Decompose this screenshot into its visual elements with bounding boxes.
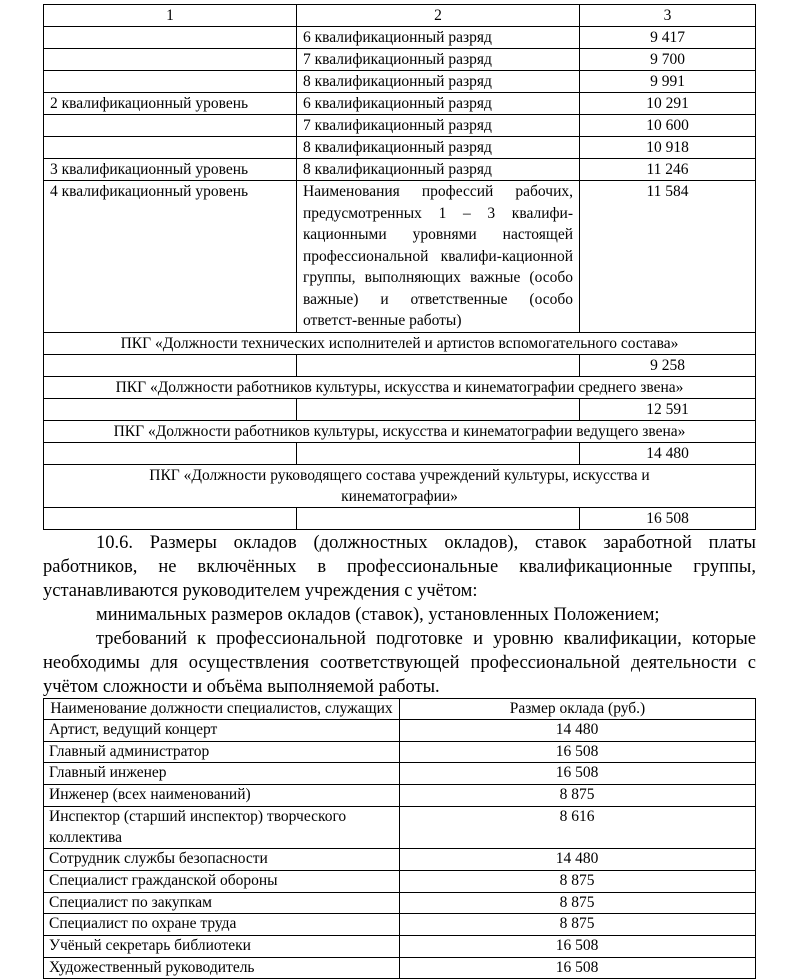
group-salary-row xyxy=(44,442,756,464)
salary-cell: 14 480 xyxy=(580,442,756,464)
salary-section-text xyxy=(43,531,756,699)
table-row xyxy=(44,49,756,71)
position-name-cell: Специалист по охране труда xyxy=(44,914,400,936)
salary-cell: 16 508 xyxy=(580,507,756,529)
position-name-cell: Художественный руководитель xyxy=(44,957,400,979)
table-row xyxy=(44,849,756,871)
position-name-cell: Главный администратор xyxy=(44,741,400,763)
group-title-row xyxy=(44,420,756,442)
empty-cell xyxy=(44,398,297,420)
empty-cell xyxy=(297,507,580,529)
position-name-header: Наименование должности специалистов, служащих xyxy=(44,699,400,720)
grade-cell: 8 квалификационный разряд xyxy=(297,71,580,93)
empty-cell xyxy=(297,354,580,376)
table-row xyxy=(44,806,756,848)
column-number-1: 1 xyxy=(44,5,297,27)
position-name-cell: Артист, ведущий концерт xyxy=(44,720,400,742)
grade-cell: 8 квалификационный разряд xyxy=(297,137,580,159)
table-row xyxy=(44,957,756,979)
salary-cell: 10 291 xyxy=(580,93,756,115)
grade-cell: Наименования профессий рабочих, предусмотренных 1 – 3 квалифи-кационными уровнями настоящей профессиональной квалифи-кационной группы, выполняющих важные (особо важные) и ответственные (особо ответст-венные работы) xyxy=(297,181,580,333)
group-title: ПКГ «Должности технических исполнителей и артистов вспомогательного состава» xyxy=(44,332,756,354)
table-row xyxy=(44,181,756,333)
level-cell xyxy=(44,49,297,71)
table-row xyxy=(44,115,756,137)
position-name-cell: Специалист гражданской обороны xyxy=(44,870,400,892)
grade-cell: 7 квалификационный разряд xyxy=(297,49,580,71)
empty-cell xyxy=(44,507,297,529)
table-row xyxy=(44,71,756,93)
table-row xyxy=(44,720,756,742)
salary-cell: 10 600 xyxy=(580,115,756,137)
salary-cell: 9 417 xyxy=(580,27,756,49)
salary-cell: 9 700 xyxy=(580,49,756,71)
salary-cell: 16 508 xyxy=(400,763,756,785)
group-salary-row xyxy=(44,507,756,529)
table-header-row xyxy=(44,5,756,27)
table-row xyxy=(44,936,756,958)
table-header-row xyxy=(44,699,756,720)
position-name-cell: Сотрудник службы безопасности xyxy=(44,849,400,871)
table-row xyxy=(44,27,756,49)
table-row xyxy=(44,870,756,892)
grade-cell: 8 квалификационный разряд xyxy=(297,159,580,181)
paragraph-minimum-salaries: минимальных размеров окладов (ставок), установленных Положением; xyxy=(96,605,660,625)
group-title-row xyxy=(44,464,756,507)
level-cell: 4 квалификационный уровень xyxy=(44,181,297,333)
salary-cell: 8 875 xyxy=(400,785,756,807)
group-title-row xyxy=(44,376,756,398)
table-row xyxy=(44,93,756,115)
salary-cell: 16 508 xyxy=(400,741,756,763)
salary-cell: 11 246 xyxy=(580,159,756,181)
salary-cell: 9 991 xyxy=(580,71,756,93)
salary-cell: 11 584 xyxy=(580,181,756,333)
grade-cell: 7 квалификационный разряд xyxy=(297,115,580,137)
group-title: ПКГ «Должности работников культуры, искусства и кинематографии среднего звена» xyxy=(44,376,756,398)
salary-cell: 16 508 xyxy=(400,936,756,958)
position-name-cell: Инспектор (старший инспектор) творческого коллектива xyxy=(44,806,400,848)
salary-cell: 8 875 xyxy=(400,870,756,892)
position-name-cell: Специалист по закупкам xyxy=(44,892,400,914)
position-name-cell: Учёный секретарь библиотеки xyxy=(44,936,400,958)
salary-cell: 8 875 xyxy=(400,914,756,936)
group-title: ПКГ «Должности работников культуры, искусства и кинематографии ведущего звена» xyxy=(44,420,756,442)
group-salary-row xyxy=(44,354,756,376)
level-cell xyxy=(44,27,297,49)
salary-cell: 8 616 xyxy=(400,806,756,848)
column-number-3: 3 xyxy=(580,5,756,27)
salary-cell: 14 480 xyxy=(400,720,756,742)
empty-cell xyxy=(44,442,297,464)
table-row xyxy=(44,137,756,159)
table-row xyxy=(44,892,756,914)
salary-cell: 8 875 xyxy=(400,892,756,914)
column-number-2: 2 xyxy=(297,5,580,27)
position-name-cell: Инженер (всех наименований) xyxy=(44,785,400,807)
salary-cell: 14 480 xyxy=(400,849,756,871)
grade-cell: 6 квалификационный разряд xyxy=(297,27,580,49)
empty-cell xyxy=(297,398,580,420)
table-row xyxy=(44,741,756,763)
group-title: ПКГ «Должности руководящего состава учреждений культуры, искусства и кинематографии» xyxy=(44,464,756,507)
qualification-salary-table xyxy=(43,4,756,530)
position-name-cell: Главный инженер xyxy=(44,763,400,785)
empty-cell xyxy=(297,442,580,464)
group-salary-row xyxy=(44,398,756,420)
paragraph-10-6: 10.6. Размеры окладов (должностных окладов), ставок заработной платы работников, не включённых в профессиональные квалификационные группы, устанавливаются руководителем учреждения с учётом: xyxy=(43,533,756,601)
table-row xyxy=(44,159,756,181)
level-cell xyxy=(44,137,297,159)
paragraph-qualification-requirements: требований к профессиональной подготовке и уровню квалификации, которые необходимы для осуществления соответствующей профессиональной деятельности с учётом сложности и объёма выполняемой работы. xyxy=(43,629,756,697)
empty-cell xyxy=(44,354,297,376)
level-cell xyxy=(44,71,297,93)
salary-cell: 12 591 xyxy=(580,398,756,420)
group-title-row xyxy=(44,332,756,354)
table-row xyxy=(44,914,756,936)
salary-cell: 9 258 xyxy=(580,354,756,376)
salary-cell: 16 508 xyxy=(400,957,756,979)
grade-cell: 6 квалификационный разряд xyxy=(297,93,580,115)
salary-cell: 10 918 xyxy=(580,137,756,159)
level-cell: 2 квалификационный уровень xyxy=(44,93,297,115)
level-cell xyxy=(44,115,297,137)
table-row xyxy=(44,763,756,785)
level-cell: 3 квалификационный уровень xyxy=(44,159,297,181)
salary-header: Размер оклада (руб.) xyxy=(400,699,756,720)
table-row xyxy=(44,785,756,807)
specialists-salary-table xyxy=(43,698,756,979)
